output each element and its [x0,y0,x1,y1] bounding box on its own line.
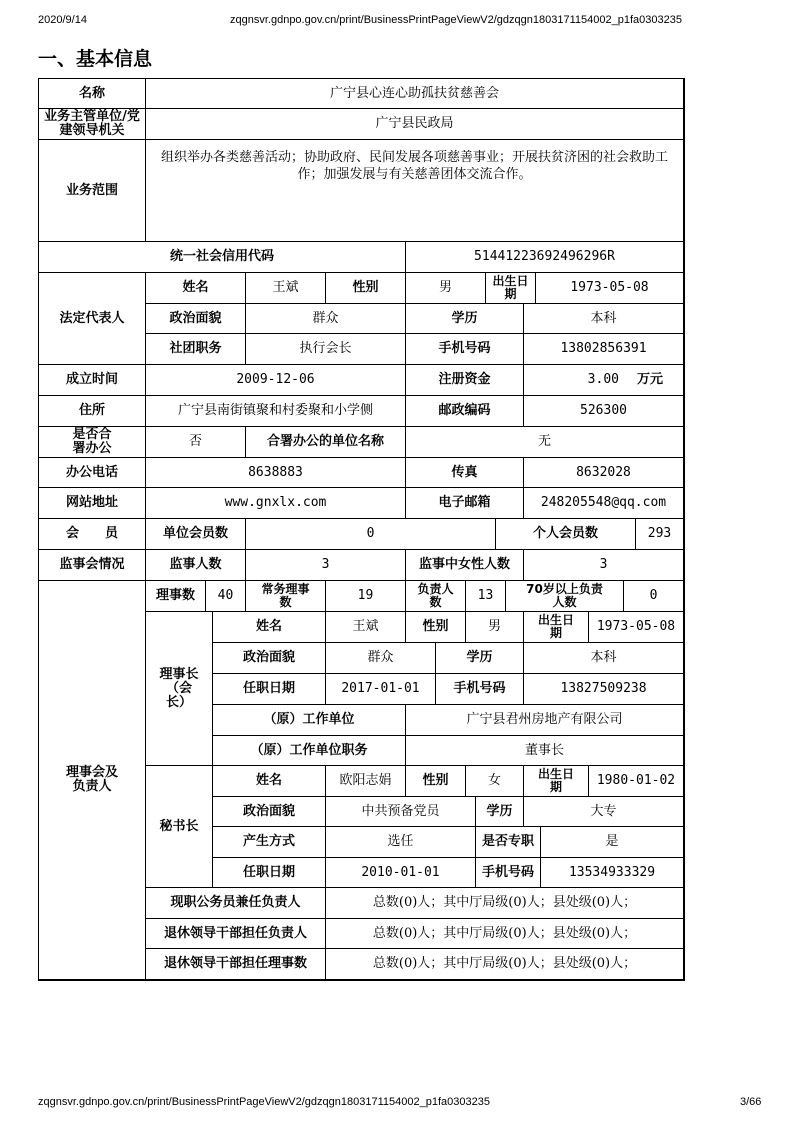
value-postcode: 526300 [524,396,684,427]
value-website: www.gnxlx.com [146,488,406,519]
label-secretary-name: 姓名 [213,766,326,797]
label-council: 理事会及负责人 [39,581,146,980]
label-fax: 传真 [406,458,524,488]
label-chairman-orig-position: （原）工作单位职务 [213,736,406,766]
value-chairman-politics: 群众 [326,643,436,674]
label-council-count: 理事数 [146,581,206,612]
value-secretary-method: 选任 [326,827,476,858]
label-legal-rep-education: 学历 [406,304,524,334]
value-shared-unit-name: 无 [406,427,684,458]
value-secretary-politics: 中共预备党员 [326,797,476,827]
value-chairman-gender: 男 [466,612,524,643]
label-founded: 成立时间 [39,365,146,396]
label-email: 电子邮箱 [406,488,524,519]
label-chairman: 理事长（会长） [146,612,213,766]
value-retired-responsible: 总数(0)人；其中厅局级(0)人；县处级(0)人； [326,919,684,949]
value-over70-count: 0 [624,581,684,612]
label-shared-unit-name: 合署办公的单位名称 [246,427,406,458]
value-civil-servant: 总数(0)人；其中厅局级(0)人；县处级(0)人； [326,888,684,919]
label-shared-office: 是否合署办公 [39,427,146,458]
label-legal-rep-birth: 出生日期 [486,273,536,304]
label-chairman-name: 姓名 [213,612,326,643]
value-legal-rep-position: 执行会长 [246,334,406,365]
label-legal-rep: 法定代表人 [39,273,146,365]
print-url-header: zqgnsvr.gdnpo.gov.cn/print/BusinessPrintPageViewV2/gdzqgn1803171154002_p1fa0303235 [230,14,682,26]
value-legal-rep-education: 本科 [524,304,684,334]
label-name: 名称 [39,79,146,109]
label-secretary-education: 学历 [476,797,524,827]
label-legal-rep-gender: 性别 [326,273,406,304]
label-secretary: 秘书长 [146,766,213,888]
value-legal-rep-name: 王斌 [246,273,326,304]
value-secretary-education: 大专 [524,797,684,827]
label-individual-members: 个人会员数 [496,519,636,550]
label-over70-count: 70岁以上负责人数 [506,581,624,612]
label-supervisory: 监事会情况 [39,550,146,581]
value-secretary-name: 欧阳志娟 [326,766,406,797]
label-chairman-birth: 出生日期 [524,612,589,643]
label-website: 网站地址 [39,488,146,519]
value-female-supervisors: 3 [524,550,684,581]
label-legal-rep-phone: 手机号码 [406,334,524,365]
value-scope-cell [146,140,684,242]
value-chairman-birth: 1973-05-08 [589,612,684,643]
label-capital-unit: 万元 [636,372,663,387]
label-civil-servant: 现职公务员兼任负责人 [146,888,326,919]
label-standing-count: 常务理事数 [246,581,326,612]
print-url-footer: zqgnsvr.gdnpo.gov.cn/print/BusinessPrintPageViewV2/gdzqgn1803171154002_p1fa0303235 [38,1096,490,1108]
value-chairman-name: 王斌 [326,612,406,643]
label-secretary-phone: 手机号码 [476,858,541,888]
value-secretary-phone: 13534933329 [541,858,684,888]
label-legal-rep-politics: 政治面貌 [146,304,246,334]
value-chairman-orig-position: 董事长 [406,736,684,766]
value-shared-office: 否 [146,427,246,458]
value-scope: 组织举办各类慈善活动；协助政府、民间发展各项慈善事业；开展扶贫济困的社会救助工作；加强发展与有关慈善团体交流合作。 [160,150,668,182]
value-chairman-phone: 13827509238 [524,674,684,705]
value-responsible-count: 13 [466,581,506,612]
value-capital-cell [524,365,684,396]
section-title: 一、基本信息 [38,48,153,70]
label-members: 会 员 [39,519,146,550]
label-credit-code: 统一社会信用代码 [39,242,406,273]
value-chairman-orig-unit: 广宁县君州房地产有限公司 [406,705,684,736]
value-chairman-education: 本科 [524,643,684,674]
value-secretary-appointed: 2010-01-01 [326,858,476,888]
value-credit-code: 51441223692496296R [406,242,684,273]
label-chairman-orig-unit: （原）工作单位 [213,705,406,736]
label-secretary-politics: 政治面貌 [213,797,326,827]
label-chairman-appointed: 任职日期 [213,674,326,705]
value-council-count: 40 [206,581,246,612]
label-unit-members: 单位会员数 [146,519,246,550]
label-responsible-count: 负责人数 [406,581,466,612]
print-date: 2020/9/14 [38,14,87,26]
value-address: 广宁县南街镇聚和村委聚和小学侧 [146,396,406,427]
value-office-phone: 8638883 [146,458,406,488]
value-legal-rep-politics: 群众 [246,304,406,334]
value-email: 248205548@qq.com [524,488,684,519]
label-chairman-phone: 手机号码 [436,674,524,705]
value-standing-count: 19 [326,581,406,612]
value-capital: 3.00 [587,372,619,387]
value-fax: 8632028 [524,458,684,488]
label-postcode: 邮政编码 [406,396,524,427]
label-supervisor-count: 监事人数 [146,550,246,581]
label-chairman-politics: 政治面貌 [213,643,326,674]
value-secretary-gender: 女 [466,766,524,797]
label-scope: 业务范围 [39,140,146,242]
label-office-phone: 办公电话 [39,458,146,488]
label-legal-rep-name: 姓名 [146,273,246,304]
label-capital: 注册资金 [406,365,524,396]
label-address: 住所 [39,396,146,427]
label-secretary-gender: 性别 [406,766,466,797]
label-female-supervisors: 监事中女性人数 [406,550,524,581]
value-supervisor: 广宁县民政局 [146,109,684,140]
value-legal-rep-phone: 13802856391 [524,334,684,365]
value-retired-council: 总数(0)人；其中厅局级(0)人；县处级(0)人； [326,949,684,980]
value-secretary-birth: 1980-01-02 [589,766,684,797]
value-legal-rep-birth: 1973-05-08 [536,273,684,304]
label-supervisor: 业务主管单位/党建领导机关 [39,109,146,140]
value-founded: 2009-12-06 [146,365,406,396]
label-chairman-gender: 性别 [406,612,466,643]
label-retired-council: 退休领导干部担任理事数 [146,949,326,980]
label-legal-rep-position: 社团职务 [146,334,246,365]
value-name: 广宁县心连心助孤扶贫慈善会 [146,79,684,109]
value-supervisor-count: 3 [246,550,406,581]
value-chairman-appointed: 2017-01-01 [326,674,436,705]
value-legal-rep-gender: 男 [406,273,486,304]
page-number: 3/66 [740,1096,762,1108]
value-individual-members: 293 [636,519,684,550]
label-secretary-birth: 出生日期 [524,766,589,797]
label-retired-responsible: 退休领导干部担任负责人 [146,919,326,949]
label-chairman-education: 学历 [436,643,524,674]
label-secretary-appointed: 任职日期 [213,858,326,888]
value-unit-members: 0 [246,519,496,550]
value-secretary-fulltime: 是 [541,827,684,858]
label-secretary-method: 产生方式 [213,827,326,858]
basic-info-form [38,78,685,981]
label-secretary-fulltime: 是否专职 [476,827,541,858]
